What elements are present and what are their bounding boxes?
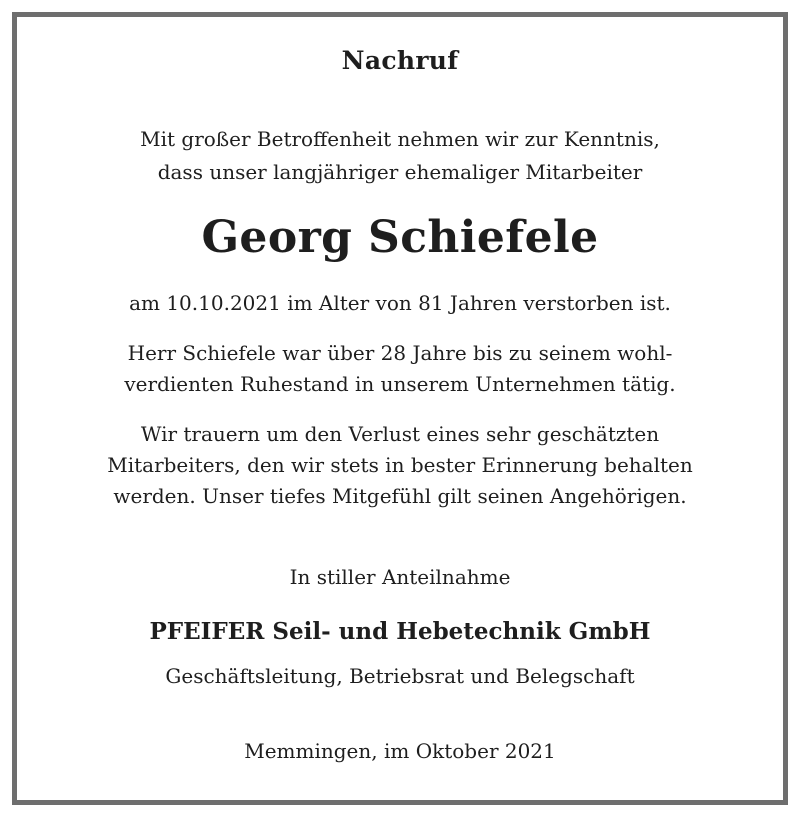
death-date-line: am 10.10.2021 im Alter von 81 Jahren verstorben ist.	[129, 291, 671, 315]
closing-line: In stiller Anteilnahme	[289, 565, 511, 589]
mourning-line-3: werden. Unser tiefes Mitgefühl gilt seinen Angehörigen.	[113, 484, 687, 508]
intro-line-1: Mit großer Betroffenheit nehmen wir zur Kenntnis,	[140, 127, 660, 151]
notice-title: Nachruf	[341, 46, 459, 75]
deceased-name: Georg Schiefele	[201, 212, 599, 263]
place-date-line: Memmingen, im Oktober 2021	[244, 739, 556, 763]
service-line-2: verdienten Ruhestand in unserem Unternehmen tätig.	[124, 372, 676, 396]
service-line-1: Herr Schiefele war über 28 Jahre bis zu seinem wohl-	[127, 341, 673, 365]
signatories-line: Geschäftsleitung, Betriebsrat und Belegschaft	[165, 664, 635, 688]
mourning-line-1: Wir trauern um den Verlust eines sehr geschätzten	[140, 422, 660, 446]
company-name: PFEIFER Seil- und Hebetechnik GmbH	[149, 618, 651, 645]
mourning-line-2: Mitarbeiters, den wir stets in bester Erinnerung behalten	[107, 453, 693, 477]
intro-line-2: dass unser langjähriger ehemaliger Mitarbeiter	[157, 160, 643, 184]
